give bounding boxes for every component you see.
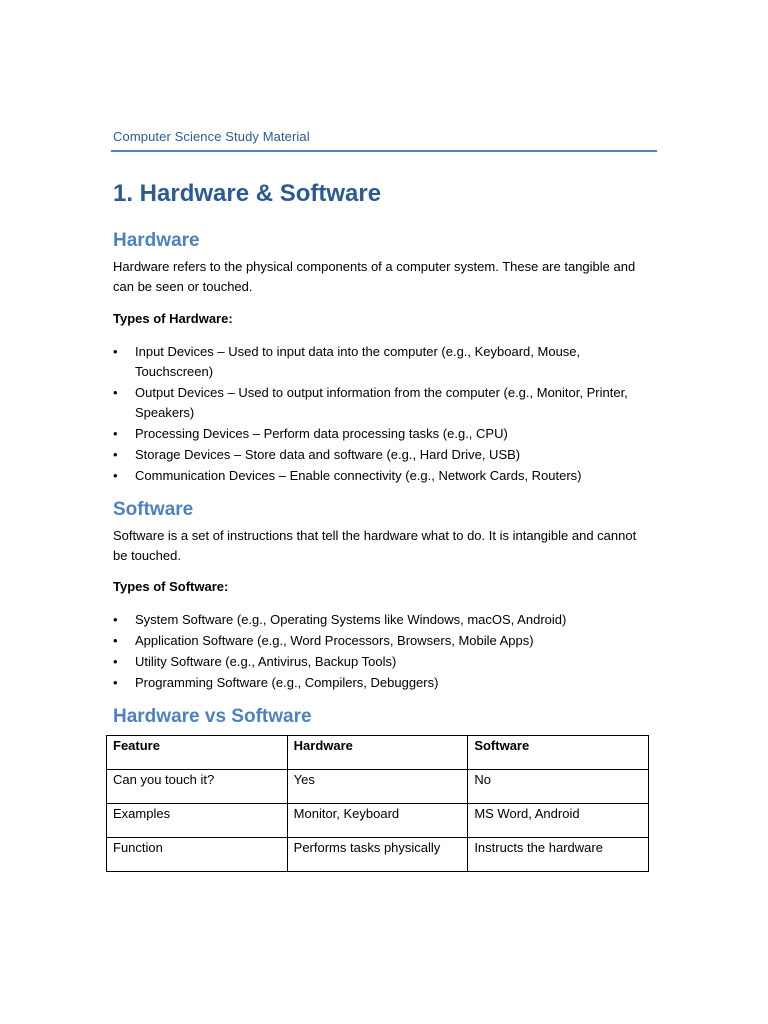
table-cell: MS Word, Android <box>468 804 649 838</box>
list-item: • Processing Devices – Perform data processing tasks (e.g., CPU) <box>113 424 653 444</box>
table-cell: Performs tasks physically <box>287 838 468 872</box>
bullet-icon: • <box>113 654 118 669</box>
software-types-label: Types of Software: <box>113 579 229 594</box>
bullet-icon: • <box>113 633 118 648</box>
column-header-feature: Feature <box>107 736 288 770</box>
table-cell: No <box>468 770 649 804</box>
hardware-types-label: Types of Hardware: <box>113 311 233 326</box>
running-header: Computer Science Study Material <box>113 129 310 144</box>
header-rule <box>111 150 657 152</box>
table-row <box>107 770 649 804</box>
list-item: • Communication Devices – Enable connectivity (e.g., Network Cards, Routers) <box>113 466 653 486</box>
bullet-icon: • <box>113 468 118 483</box>
table-cell: Function <box>107 838 288 872</box>
table-row <box>107 804 649 838</box>
software-description: Software is a set of instructions that tell the hardware what to do. It is intangible and cannot be touched. <box>113 528 637 563</box>
bullet-icon: • <box>113 447 118 462</box>
hardware-description: Hardware refers to the physical components of a computer system. These are tangible and can be seen or touched. <box>113 259 636 294</box>
column-header-hardware: Hardware <box>287 736 468 770</box>
list-item: • Input Devices – Used to input data into the computer (e.g., Keyboard, Mouse, Touchscreen) <box>113 344 581 379</box>
comparison-heading: Hardware vs Software <box>113 706 312 727</box>
bullet-icon: • <box>113 426 118 441</box>
table-cell: Can you touch it? <box>107 770 288 804</box>
bullet-icon: • <box>113 344 118 359</box>
table-cell: Yes <box>287 770 468 804</box>
list-item: • Storage Devices – Store data and software (e.g., Hard Drive, USB) <box>113 445 653 465</box>
hardware-heading: Hardware <box>113 230 200 251</box>
bullet-icon: • <box>113 612 118 627</box>
list-item: • Application Software (e.g., Word Processors, Browsers, Mobile Apps) <box>113 631 653 651</box>
page-title: 1. Hardware & Software <box>113 180 382 207</box>
table-cell: Monitor, Keyboard <box>287 804 468 838</box>
list-item: • Programming Software (e.g., Compilers, Debuggers) <box>113 673 653 693</box>
software-types-list <box>113 610 653 694</box>
software-heading: Software <box>113 499 194 520</box>
list-item: • Output Devices – Used to output information from the computer (e.g., Monitor, Printer, Speakers) <box>113 385 628 420</box>
table-row <box>107 838 649 872</box>
table-cell: Examples <box>107 804 288 838</box>
list-item: • Utility Software (e.g., Antivirus, Backup Tools) <box>113 652 653 672</box>
column-header-software: Software <box>468 736 649 770</box>
list-item: • System Software (e.g., Operating Systems like Windows, macOS, Android) <box>113 610 653 630</box>
comparison-table <box>106 735 649 872</box>
table-header-row <box>107 736 649 770</box>
hardware-types-list <box>113 342 653 487</box>
bullet-icon: • <box>113 385 118 400</box>
bullet-icon: • <box>113 675 118 690</box>
table-cell: Instructs the hardware <box>468 838 649 872</box>
